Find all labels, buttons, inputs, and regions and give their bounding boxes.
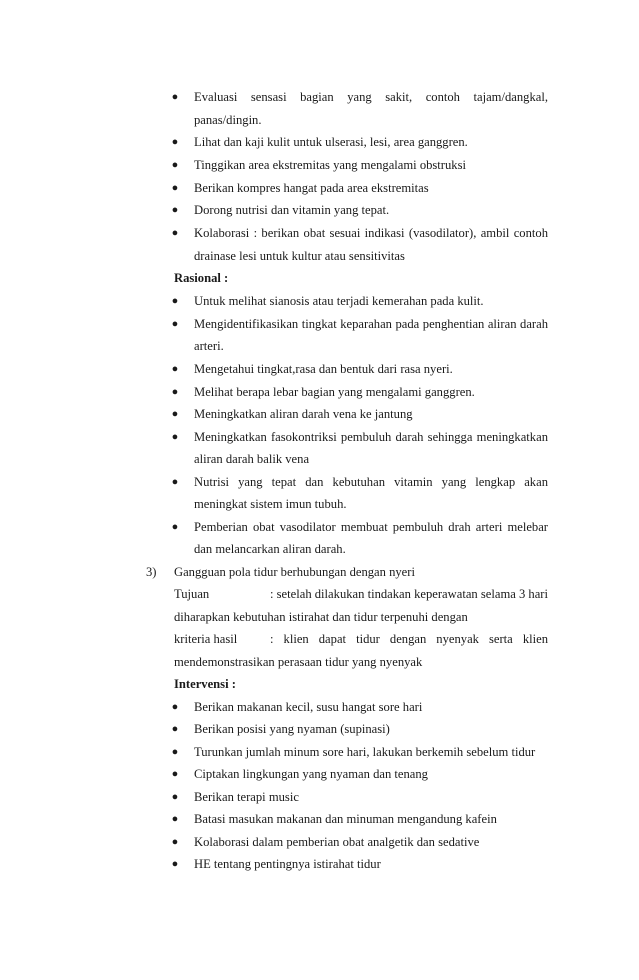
- list-item-line: Berikan posisi yang nyaman (supinasi): [194, 722, 390, 736]
- list-item-line: meningkat sistem imun tubuh.: [194, 497, 347, 511]
- tujuan-text: : setelah dilakukan tindakan keperawatan selama 3 hari: [270, 587, 548, 601]
- list-item-line: Mengetahui tingkat,rasa dan bentuk dari rasa nyeri.: [194, 362, 453, 376]
- bullet-icon: ●: [171, 204, 179, 216]
- list-item-line: Turunkan jumlah minum sore hari, lakukan berkemih sebelum tidur: [194, 745, 536, 759]
- list-item-line: Evaluasi sensasi bagian yang sakit, contoh tajam/dangkal,: [194, 90, 548, 104]
- bullet-icon: ●: [171, 91, 179, 103]
- list-item-line: Berikan makanan kecil, susu hangat sore hari: [194, 700, 423, 714]
- list-item-line: Pemberian obat vasodilator membuat pembuluh drah arteri melebar: [194, 520, 548, 534]
- kriteria-label: kriteria hasil: [174, 632, 238, 646]
- bullet-icon: ●: [171, 521, 179, 533]
- bullet-icon: ●: [171, 701, 179, 713]
- list-item-line: aliran darah balik vena: [194, 452, 310, 466]
- rasional-heading: Rasional :: [174, 271, 229, 285]
- intervensi-heading: Intervensi :: [174, 677, 236, 691]
- section-title: Gangguan pola tidur berhubungan dengan nyeri: [174, 565, 415, 579]
- list-item-line: Berikan kompres hangat pada area ekstremitas: [194, 181, 429, 195]
- list-item-line: panas/dingin.: [194, 113, 262, 127]
- bullet-icon: ●: [171, 386, 179, 398]
- bullet-icon: ●: [171, 431, 179, 443]
- bullet-icon: ●: [171, 476, 179, 488]
- bullet-icon: ●: [171, 723, 179, 735]
- bullet-icon: ●: [171, 363, 179, 375]
- list-item-line: Melihat berapa lebar bagian yang mengalami ganggren.: [194, 385, 475, 399]
- bullet-icon: ●: [171, 182, 179, 194]
- section-number: 3): [146, 565, 157, 579]
- bullet-icon: ●: [171, 746, 179, 758]
- list-item-line: Berikan terapi music: [194, 790, 299, 804]
- list-item-line: Nutrisi yang tepat dan kebutuhan vitamin yang lengkap akan: [194, 475, 548, 489]
- list-item-line: Mengidentifikasikan tingkat keparahan pada penghentian aliran darah: [194, 317, 548, 331]
- kriteria-continuation: mendemonstrasikan perasaan tidur yang nyenyak: [174, 655, 423, 669]
- list-item-line: Meningkatkan fasokontriksi pembuluh darah sehingga meningkatkan: [194, 430, 548, 444]
- bullet-icon: ●: [171, 408, 179, 420]
- kriteria-text: : klien dapat tidur dengan nyenyak serta klien: [270, 632, 548, 646]
- bullet-icon: ●: [171, 159, 179, 171]
- bullet-icon: ●: [171, 836, 179, 848]
- list-item-line: drainase lesi untuk kultur atau sensitivitas: [194, 249, 405, 263]
- list-item-line: HE tentang pentingnya istirahat tidur: [194, 857, 381, 871]
- bullet-icon: ●: [171, 791, 179, 803]
- bullet-icon: ●: [171, 318, 179, 330]
- list-item-line: Meningkatkan aliran darah vena ke jantung: [194, 407, 413, 421]
- tujuan-continuation: diharapkan kebutuhan istirahat dan tidur terpenuhi dengan: [174, 610, 468, 624]
- list-item-line: Batasi masukan makanan dan minuman mengandung kafein: [194, 812, 497, 826]
- list-item-line: Ciptakan lingkungan yang nyaman dan tenang: [194, 767, 428, 781]
- bullet-icon: ●: [171, 768, 179, 780]
- bullet-icon: ●: [171, 136, 179, 148]
- list-item-line: Dorong nutrisi dan vitamin yang tepat.: [194, 203, 390, 217]
- bullet-icon: ●: [171, 227, 179, 239]
- list-item-line: Lihat dan kaji kulit untuk ulserasi, lesi, area ganggren.: [194, 135, 468, 149]
- list-item-line: Tinggikan area ekstremitas yang mengalami obstruksi: [194, 158, 466, 172]
- bullet-icon: ●: [171, 858, 179, 870]
- bullet-icon: ●: [171, 813, 179, 825]
- tujuan-label: Tujuan: [174, 587, 210, 601]
- bullet-icon: ●: [171, 295, 179, 307]
- list-item-line: Untuk melihat sianosis atau terjadi kemerahan pada kulit.: [194, 294, 484, 308]
- list-item-line: arteri.: [194, 339, 224, 353]
- list-item-line: Kolaborasi dalam pemberian obat analgetik dan sedative: [194, 835, 480, 849]
- list-item-line: Kolaborasi : berikan obat sesuai indikasi (vasodilator), ambil contoh: [194, 226, 548, 240]
- list-item-line: dan melancarkan aliran darah.: [194, 542, 346, 556]
